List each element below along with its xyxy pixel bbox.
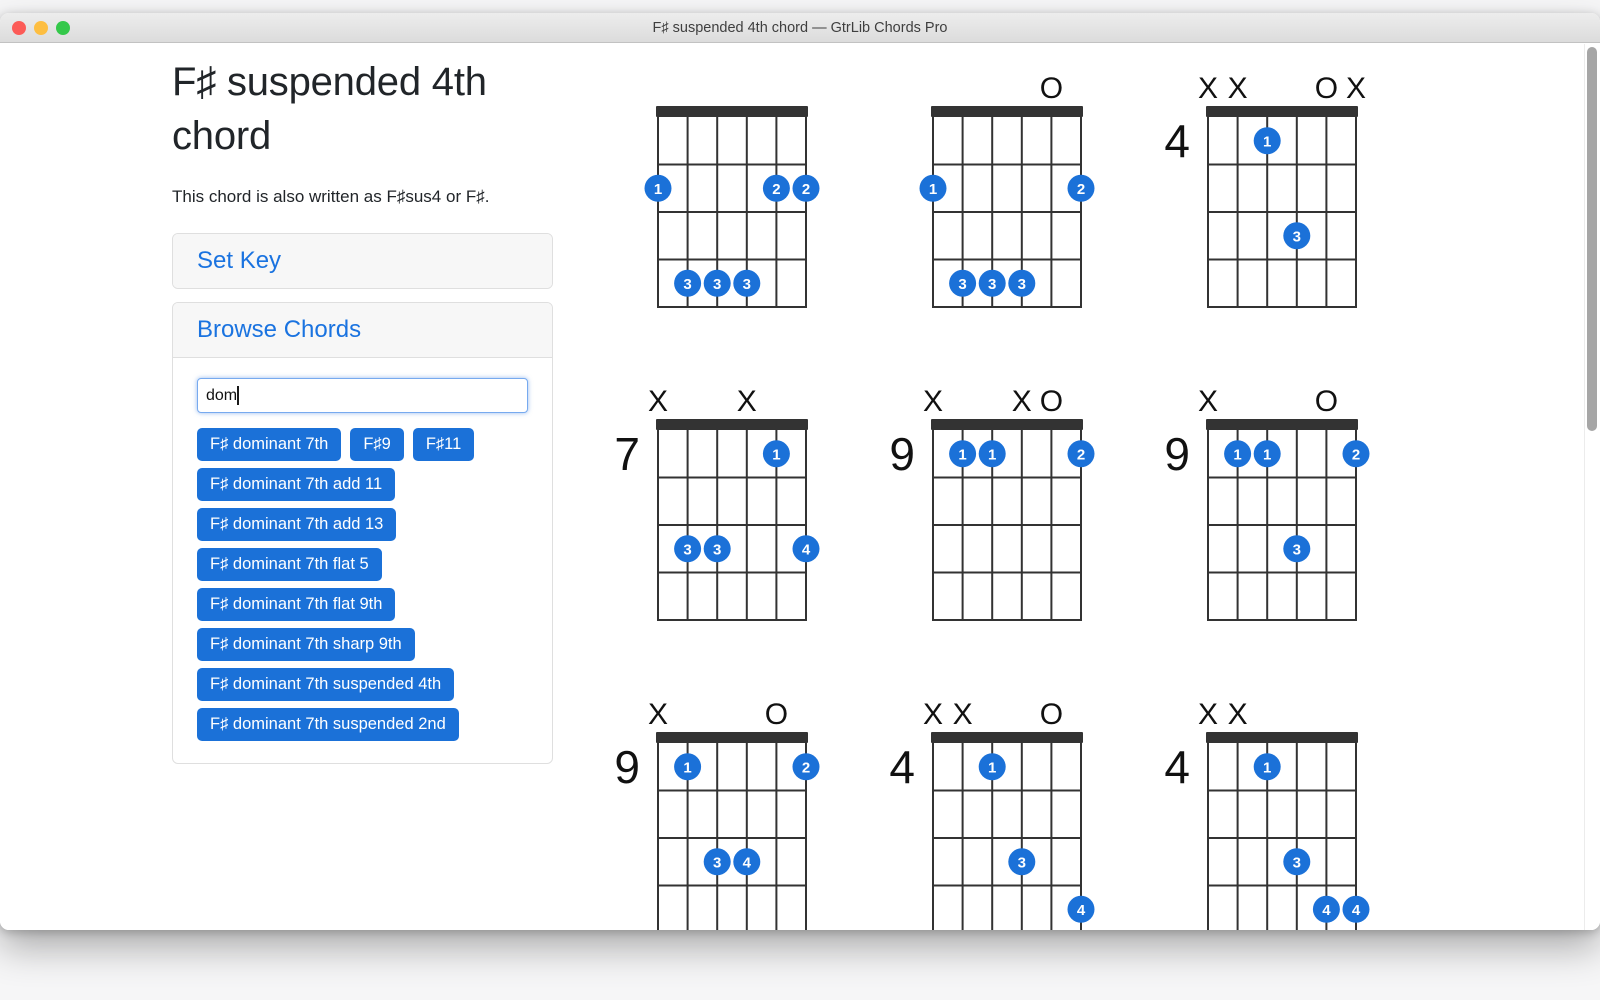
- chord-link-button[interactable]: F♯ dominant 7th flat 9th: [197, 588, 395, 621]
- chord-link-button[interactable]: F♯9: [350, 428, 404, 461]
- browse-chords-panel: [172, 302, 553, 764]
- minimize-button[interactable]: [34, 21, 48, 35]
- finger-number: 4: [801, 541, 811, 559]
- finger-number: 3: [1017, 854, 1026, 872]
- finger-number: 1: [653, 180, 663, 198]
- chord-link-button[interactable]: F♯ dominant 7th add 11: [197, 468, 395, 501]
- nut-bar: [1206, 106, 1358, 117]
- finger-number: 2: [801, 180, 811, 198]
- text-caret: [237, 386, 239, 405]
- finger-number: 1: [928, 180, 938, 198]
- chord-diagram: [602, 58, 812, 320]
- app-window: [0, 13, 1600, 930]
- search-wrap: [197, 378, 528, 413]
- finger-number: 3: [713, 854, 722, 872]
- fret-position-label: 7: [614, 427, 640, 480]
- titlebar[interactable]: [0, 13, 1600, 43]
- muted-string-marker: X: [1227, 698, 1248, 731]
- finger-number: 1: [772, 446, 781, 464]
- nut-bar: [1206, 732, 1358, 743]
- muted-string-marker: X: [1197, 72, 1219, 105]
- finger-number: 3: [742, 275, 751, 293]
- chord-diagrams: [602, 58, 1367, 930]
- finger-number: 1: [1263, 133, 1272, 151]
- finger-number: 2: [1076, 446, 1086, 464]
- nut-bar: [931, 419, 1083, 430]
- fret-position-label: 9: [1164, 427, 1190, 480]
- muted-string-marker: X: [1197, 385, 1219, 418]
- fret-position-label: 9: [889, 427, 915, 480]
- chord-diagram: [602, 371, 812, 633]
- open-string-marker: O: [1314, 72, 1339, 105]
- chord-diagram: [1152, 58, 1367, 320]
- chord-link-button[interactable]: F♯ dominant 7th suspended 2nd: [197, 708, 459, 741]
- open-string-marker: O: [1314, 385, 1339, 418]
- sidebar: [172, 44, 553, 764]
- finger-number: 3: [988, 275, 997, 293]
- finger-number: 3: [713, 275, 722, 293]
- muted-string-marker: X: [1227, 72, 1248, 105]
- open-string-marker: O: [1039, 385, 1064, 418]
- set-key-header[interactable]: [173, 234, 552, 288]
- finger-number: 3: [683, 541, 692, 559]
- chord-link-button[interactable]: F♯ dominant 7th: [197, 428, 341, 461]
- finger-number: 2: [1351, 446, 1361, 464]
- nut-bar: [931, 106, 1083, 117]
- nut-bar: [656, 106, 808, 117]
- window-title: F♯ suspended 4th chord — GtrLib Chords Pro: [652, 19, 948, 36]
- finger-number: 1: [988, 446, 997, 464]
- finger-number: 1: [958, 446, 967, 464]
- muted-string-marker: X: [736, 385, 757, 418]
- muted-string-marker: X: [1011, 385, 1032, 418]
- chord-link-button[interactable]: F♯ dominant 7th flat 5: [197, 548, 382, 581]
- chord-results-list: [197, 428, 528, 741]
- chord-link-button[interactable]: F♯ dominant 7th sharp 9th: [197, 628, 415, 661]
- set-key-panel: [172, 233, 553, 289]
- nut-bar: [656, 732, 808, 743]
- muted-string-marker: X: [647, 385, 669, 418]
- page-title: F♯ suspended 4th chord: [172, 60, 487, 158]
- muted-string-marker: X: [922, 698, 944, 731]
- muted-string-marker: X: [922, 385, 944, 418]
- finger-number: 1: [1263, 759, 1272, 777]
- muted-string-marker: X: [952, 698, 973, 731]
- finger-number: 1: [988, 759, 997, 777]
- chord-diagram: [1152, 684, 1362, 930]
- finger-number: 2: [772, 180, 781, 198]
- window-content: [0, 44, 1600, 930]
- chord-search-input[interactable]: [197, 378, 528, 413]
- muted-string-marker: X: [647, 698, 669, 731]
- browse-chords-link[interactable]: Browse Chords: [197, 316, 362, 343]
- finger-number: 1: [683, 759, 692, 777]
- finger-number: 3: [1292, 541, 1301, 559]
- chord-link-button[interactable]: F♯11: [413, 428, 474, 461]
- set-key-link[interactable]: Set Key: [197, 247, 282, 274]
- finger-number: 3: [1292, 854, 1301, 872]
- open-string-marker: O: [764, 698, 789, 731]
- chord-link-button[interactable]: F♯ dominant 7th suspended 4th: [197, 668, 454, 701]
- finger-number: 4: [742, 854, 751, 872]
- muted-string-marker: X: [1197, 698, 1219, 731]
- chord-link-button[interactable]: F♯ dominant 7th add 13: [197, 508, 396, 541]
- finger-number: 4: [1076, 901, 1086, 919]
- close-button[interactable]: [12, 21, 26, 35]
- open-string-marker: O: [1039, 72, 1064, 105]
- chord-diagram: [1152, 371, 1362, 633]
- browse-chords-body: [173, 358, 552, 763]
- browse-chords-header[interactable]: [173, 303, 552, 358]
- fret-position-label: 9: [614, 740, 640, 793]
- scrollbar-thumb[interactable]: [1587, 47, 1597, 431]
- chord-alias-text: This chord is also written as F♯sus4 or F♯.: [172, 187, 490, 206]
- finger-number: 2: [1076, 180, 1086, 198]
- nut-bar: [656, 419, 808, 430]
- open-string-marker: O: [1039, 698, 1064, 731]
- finger-number: 3: [1017, 275, 1026, 293]
- finger-number: 3: [1292, 228, 1301, 246]
- traffic-lights: [12, 21, 70, 35]
- fret-position-label: 4: [1164, 114, 1190, 167]
- fret-position-label: 4: [1164, 740, 1190, 793]
- zoom-button[interactable]: [56, 21, 70, 35]
- finger-number: 2: [801, 759, 811, 777]
- fret-position-label: 4: [889, 740, 915, 793]
- finger-number: 3: [683, 275, 692, 293]
- chord-diagram: [877, 684, 1087, 930]
- muted-string-marker: X: [1345, 72, 1367, 105]
- finger-number: 1: [1263, 446, 1272, 464]
- scrollbar-track[interactable]: [1584, 44, 1600, 930]
- nut-bar: [931, 732, 1083, 743]
- nut-bar: [1206, 419, 1358, 430]
- finger-number: 1: [1233, 446, 1242, 464]
- finger-number: 3: [958, 275, 967, 293]
- chord-diagram: [602, 684, 812, 930]
- finger-number: 4: [1351, 901, 1361, 919]
- finger-number: 4: [1322, 901, 1331, 919]
- chord-diagram: [877, 371, 1087, 633]
- finger-number: 3: [713, 541, 722, 559]
- chord-diagram: [877, 58, 1087, 320]
